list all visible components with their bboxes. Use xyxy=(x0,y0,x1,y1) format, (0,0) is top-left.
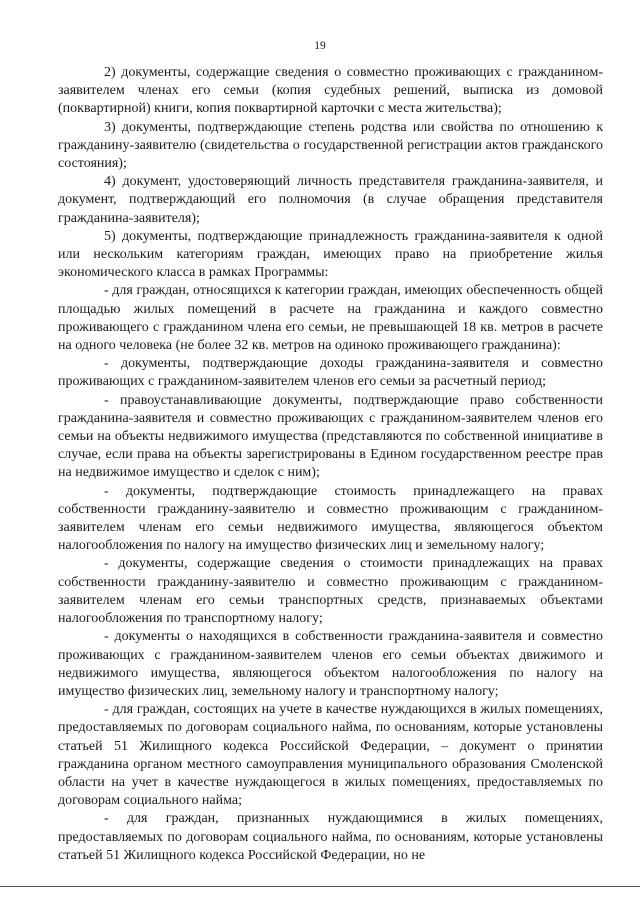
list-item: - документы о находящихся в собственности гражданина-заявителя и совместно проживающих с гражданином-заявителем членов его семьи объектах движимого и недвижимого имущества, являющегося объектом налогообложения по налогу на имущество физических лиц, земельному налогу и транспортному налогу; xyxy=(58,629,603,699)
list-item: - документы, содержащие сведения о стоимости принадлежащих на правах собственности гражданину-заявителю и совместно проживающим с гражданином-заявителем членам его семьи транспортных средств, признаваемых объектами налогообложения по транспортному налогу; xyxy=(58,556,603,627)
paragraph-5: 5) документы, подтверждающие принадлежность гражданина-заявителя к одной или нескольким категориям граждан, имеющих право на приобретение жилья экономического класса в рамках Программы: xyxy=(58,228,603,281)
list-item: - документы, подтверждающие стоимость принадлежащего на правах собственности гражданину-заявителю и совместно проживающим с гражданином-заявителем членам его семьи недвижимого имущества, являющегося объектом налогообложения по налогу на имущество физических лиц и земельному налогу; xyxy=(58,483,603,554)
paragraph-2: 2) документы, содержащие сведения о совместно проживающих с гражданином-заявителем членах его семьи (копия судебных решений, выписка из домовой (поквартирной) книги, копия поквартирной карточки с места жительства); xyxy=(58,65,603,117)
list-item: - документы, подтверждающие доходы гражданина-заявителя и совместно проживающих с гражданином-заявителем членов его семьи за расчетный период; xyxy=(58,356,603,390)
page-number: 19 xyxy=(314,40,326,52)
list-item: - для граждан, признанных нуждающимися в жилых помещениях, предоставляемых по договорам социального найма, по основаниям, которые установлены статьей 51 Жилищного кодекса Российской Федерации, но не xyxy=(58,811,603,863)
page-bottom-rule xyxy=(0,886,640,887)
document-body xyxy=(58,64,603,865)
list-item: - для граждан, состоящих на учете в качестве нуждающихся в жилых помещениях, предоставляемых по договорам социального найма, по основаниям, которые установлены статьей 51 Жилищного кодекса Российской Федерации, – документ о принятии гражданина органом местного самоуправления муниципального образования Смоленской области на учет в качестве нуждающегося в жилых помещениях, предоставляемых по договорам социального найма; xyxy=(58,702,603,809)
list-item: - для граждан, относящихся к категории граждан, имеющих обеспеченность общей площадью жилых помещений в расчете на гражданина и каждого совместно проживающего с гражданином члена его семьи, не превышающей 18 кв. метров в расчете на одного человека (не более 32 кв. метров на одиноко проживающего гражданина): xyxy=(58,283,603,354)
paragraph-4: 4) документ, удостоверяющий личность представителя гражданина-заявителя, и документ, подтверждающий его полномочия (в случае обращения представителя гражданина-заявителя); xyxy=(58,174,603,226)
paragraph-3: 3) документы, подтверждающие степень родства или свойства по отношению к гражданину-заявителю (свидетельства о государственной регистрации актов гражданского состояния); xyxy=(58,119,603,172)
list-item: - правоустанавливающие документы, подтверждающие право собственности гражданина-заявителя и совместно проживающих с гражданином-заявителем членов его семьи на объекты недвижимого имущества (представляются по собственной инициативе в случае, если права на объекты зарегистрированы в Едином государственном реестре прав на недвижимое имущество и сделок с ним); xyxy=(58,392,603,481)
